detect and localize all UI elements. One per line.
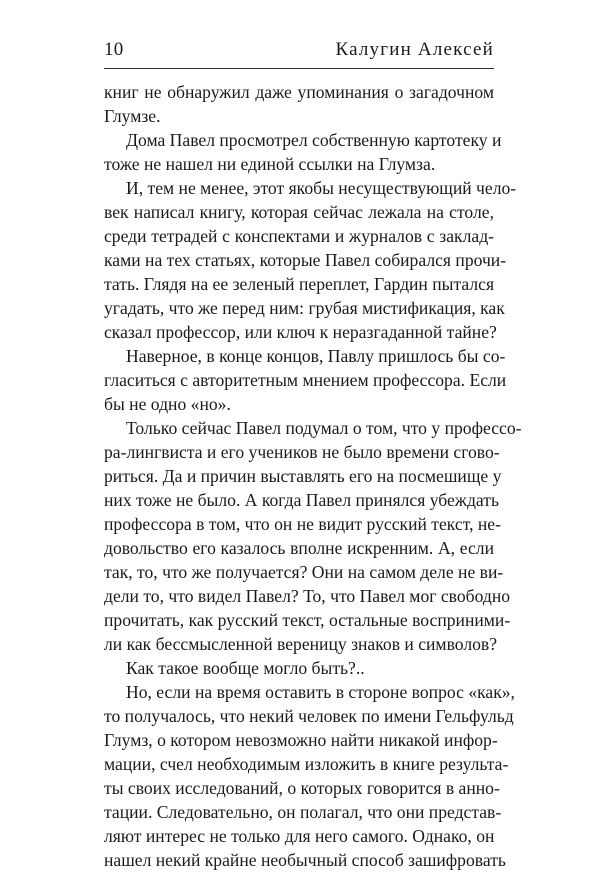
text-line: них тоже не было. А когда Павел принялся убеждать [104,490,499,510]
text-line: И, тем не менее, этот якобы несуществующий чело- [126,178,517,198]
text-line: Только сейчас Павел подумал о том, что у профессо- [126,418,522,438]
text-line: дели то, что видел Павел? То, что Павел мог свободно [104,586,511,606]
text-line: Дома Павел просмотрел собственную картотеку и [126,130,502,150]
text-line: бы не одно «но». [104,394,231,414]
text-line: Глумзе. [104,106,161,126]
text-line: ты своих исследований, о которых говорится в анно- [104,778,500,798]
text-line: гласиться с авторитетным мнением профессора. Если [104,370,507,390]
text-line: профессора в том, что он не видит русский текст, не- [104,514,501,534]
text-line: сказал профессор, или ключ к неразгаданной тайне? [104,322,497,342]
text-line: книг не обнаружил даже упоминания о загадочном [104,82,494,102]
text-line: Но, если на время оставить в стороне вопрос «как», [126,682,515,702]
text-line: ра-лингвиста и его учеников не было времени сгово- [104,442,500,462]
running-title-author: Калугин Алексей [335,39,494,60]
page-number: 10 [104,39,124,60]
text-line: век написал книгу, которая сейчас лежала на столе, [104,202,494,222]
text-line: среди тетрадей с конспектами и журналов с заклад- [104,226,494,246]
text-line: ками на тех статьях, которые Павел собирался прочи- [104,250,507,270]
text-line: Глумз, о котором невозможно найти никакой инфор- [104,730,498,750]
text-line: риться. Да и причин выставлять его на посмешище у [104,466,502,486]
text-line: Наверное, в конце концов, Павлу пришлось бы со- [126,346,506,366]
text-line: тоже не нашел ни единой ссылки на Глумза. [104,154,436,174]
text-line: довольство его казалось вполне искренним. А, если [104,538,494,558]
text-line: так, то, что же получается? Они на самом деле не ви- [104,562,504,582]
text-line: ляют интерес не только для него самого. Однако, он [104,826,495,846]
header-rule [104,68,494,69]
text-line: ли как бессмысленной вереницу знаков и символов? [104,634,498,654]
text-line: нашел некий крайне необычный способ зашифровать [104,850,506,870]
text-line: то получалось, что некий человек по имени Гельфульд [104,706,514,726]
text-line: Как такое вообще могло быть?.. [126,658,365,678]
text-line: угадать, что же перед ним: грубая мистификация, как [104,298,505,318]
running-header [104,33,494,63]
text-line: прочитать, как русский текст, остальные восприними- [104,610,511,630]
text-line: мации, счел необходимым изложить в книге результа- [104,754,509,774]
text-line: тать. Глядя на ее зеленый переплет, Гардин пытался [104,274,495,294]
body-text [104,80,522,872]
text-line: тации. Следовательно, он полагал, что они представ- [104,802,502,822]
